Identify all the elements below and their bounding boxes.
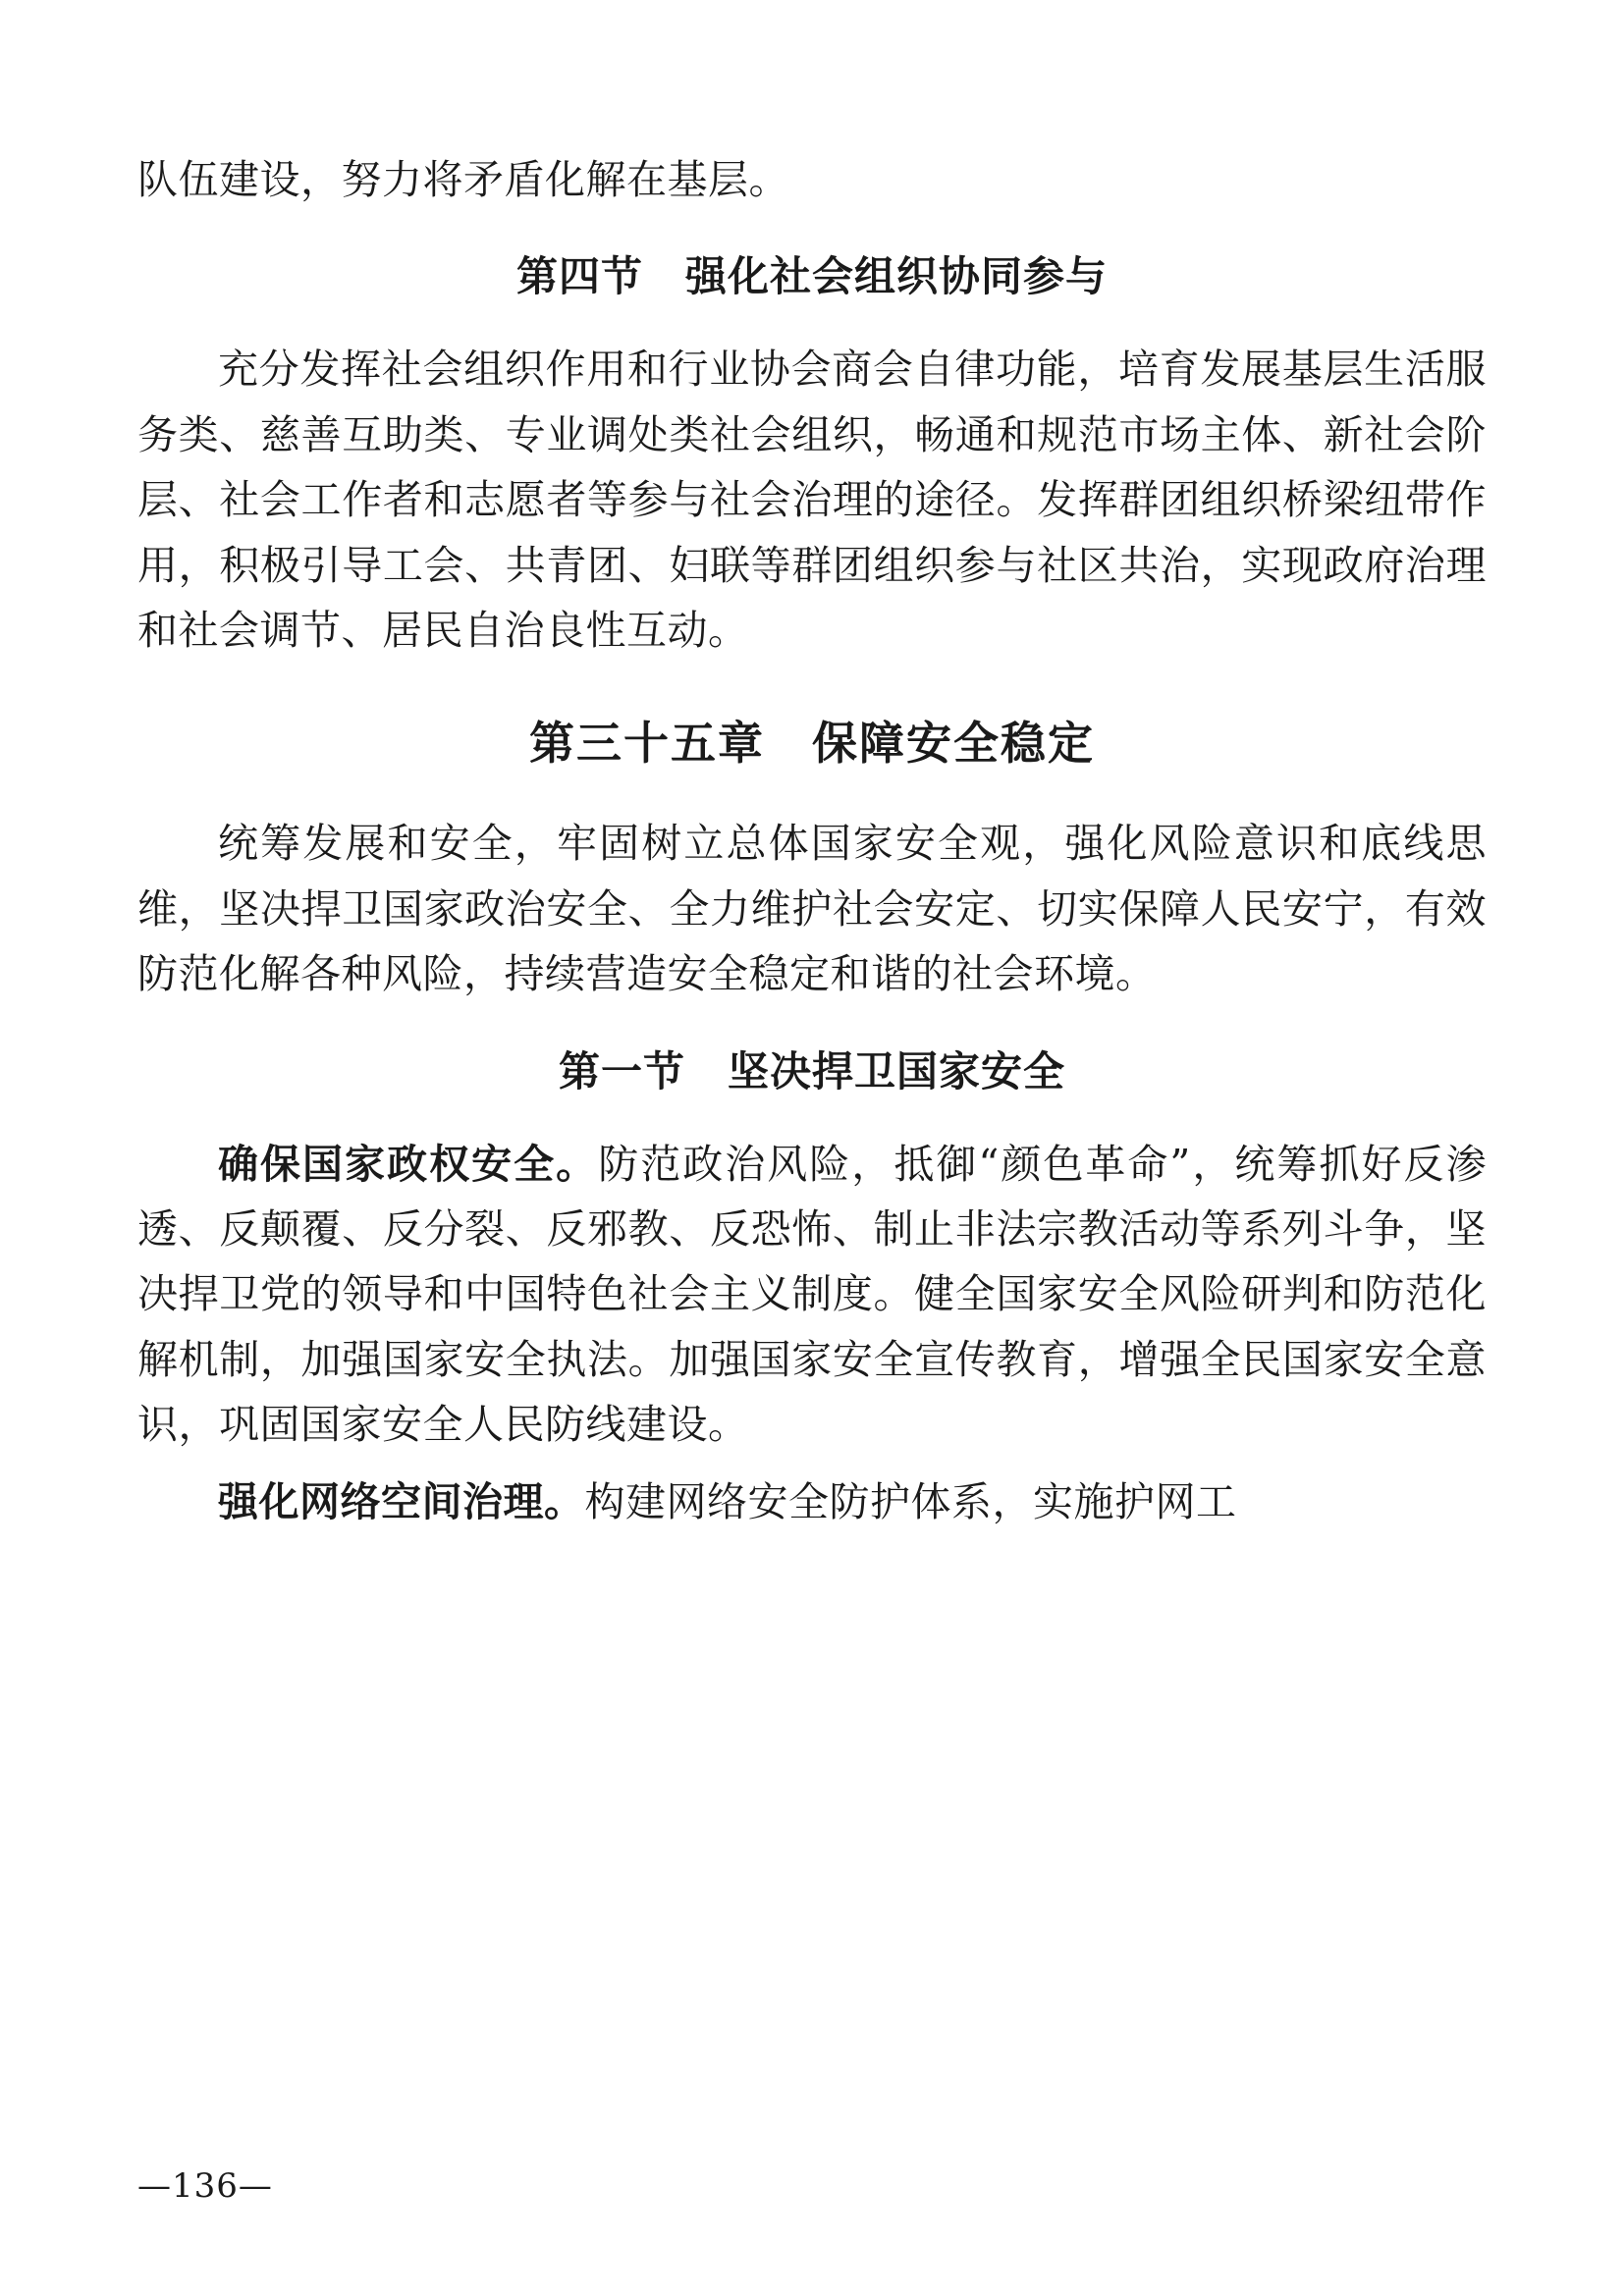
paragraph-body-2: 构建网络安全防护体系，实施护网工 (584, 1477, 1237, 1525)
chapter-35-paragraph: 统筹发展和安全，牢固树立总体国家安全观，强化风险意识和底线思维，坚决捍卫国家政治安全、全力维护社会安定、切实保障人民安宁，有效防范化解各种风险，持续营造安全稳定和谐的社会环境。 (137, 820, 1487, 998)
paragraph-body-1: 防范政治风险，抵御“颜色革命”，统筹抓好反渗透、反颠覆、反分裂、反邪教、反恐怖、制止非法宗教活动等系列斗争，坚决捍卫党的领导和中国特色社会主义制度。健全国家安全风险研判和防范化解机制，加强国家安全执法。加强国家安全宣传教育，增强全民国家安全意识，巩固国家安全人民防线建设。 (137, 1140, 1488, 1449)
page-number: —136— (137, 2166, 273, 2206)
section-4-paragraph: 充分发挥社会组织作用和行业协会商会自律功能，培育发展基层生活服务类、慈善互助类、专业调处类社会组织，畅通和规范市场主体、新社会阶层、社会工作者和志愿者等参与社会治理的途径。发挥群团组织桥梁纽带作用，积极引导工会、共青团、妇联等群团组织参与社区共治，实现政府治理和社会调节、居民自治良性互动。 (137, 346, 1487, 655)
paragraph-lead-1: 确保国家政权安全。 (218, 1140, 599, 1188)
section-heading-1: 第一节 坚决捍卫国家安全 (558, 1046, 1065, 1095)
paragraph-cyberspace-governance (137, 1469, 1487, 1534)
section-heading-4: 第四节 强化社会组织协同参与 (515, 252, 1108, 301)
paragraph-lead-2: 强化网络空间治理。 (218, 1477, 585, 1525)
continued-paragraph: 队伍建设，努力将矛盾化解在基层。 (137, 156, 789, 203)
paragraph-national-security (137, 1132, 1487, 1458)
chapter-heading-35: 第三十五章 保障安全稳定 (529, 717, 1095, 771)
document-body (137, 147, 1487, 1534)
paragraph-spacer (137, 1458, 1487, 1469)
